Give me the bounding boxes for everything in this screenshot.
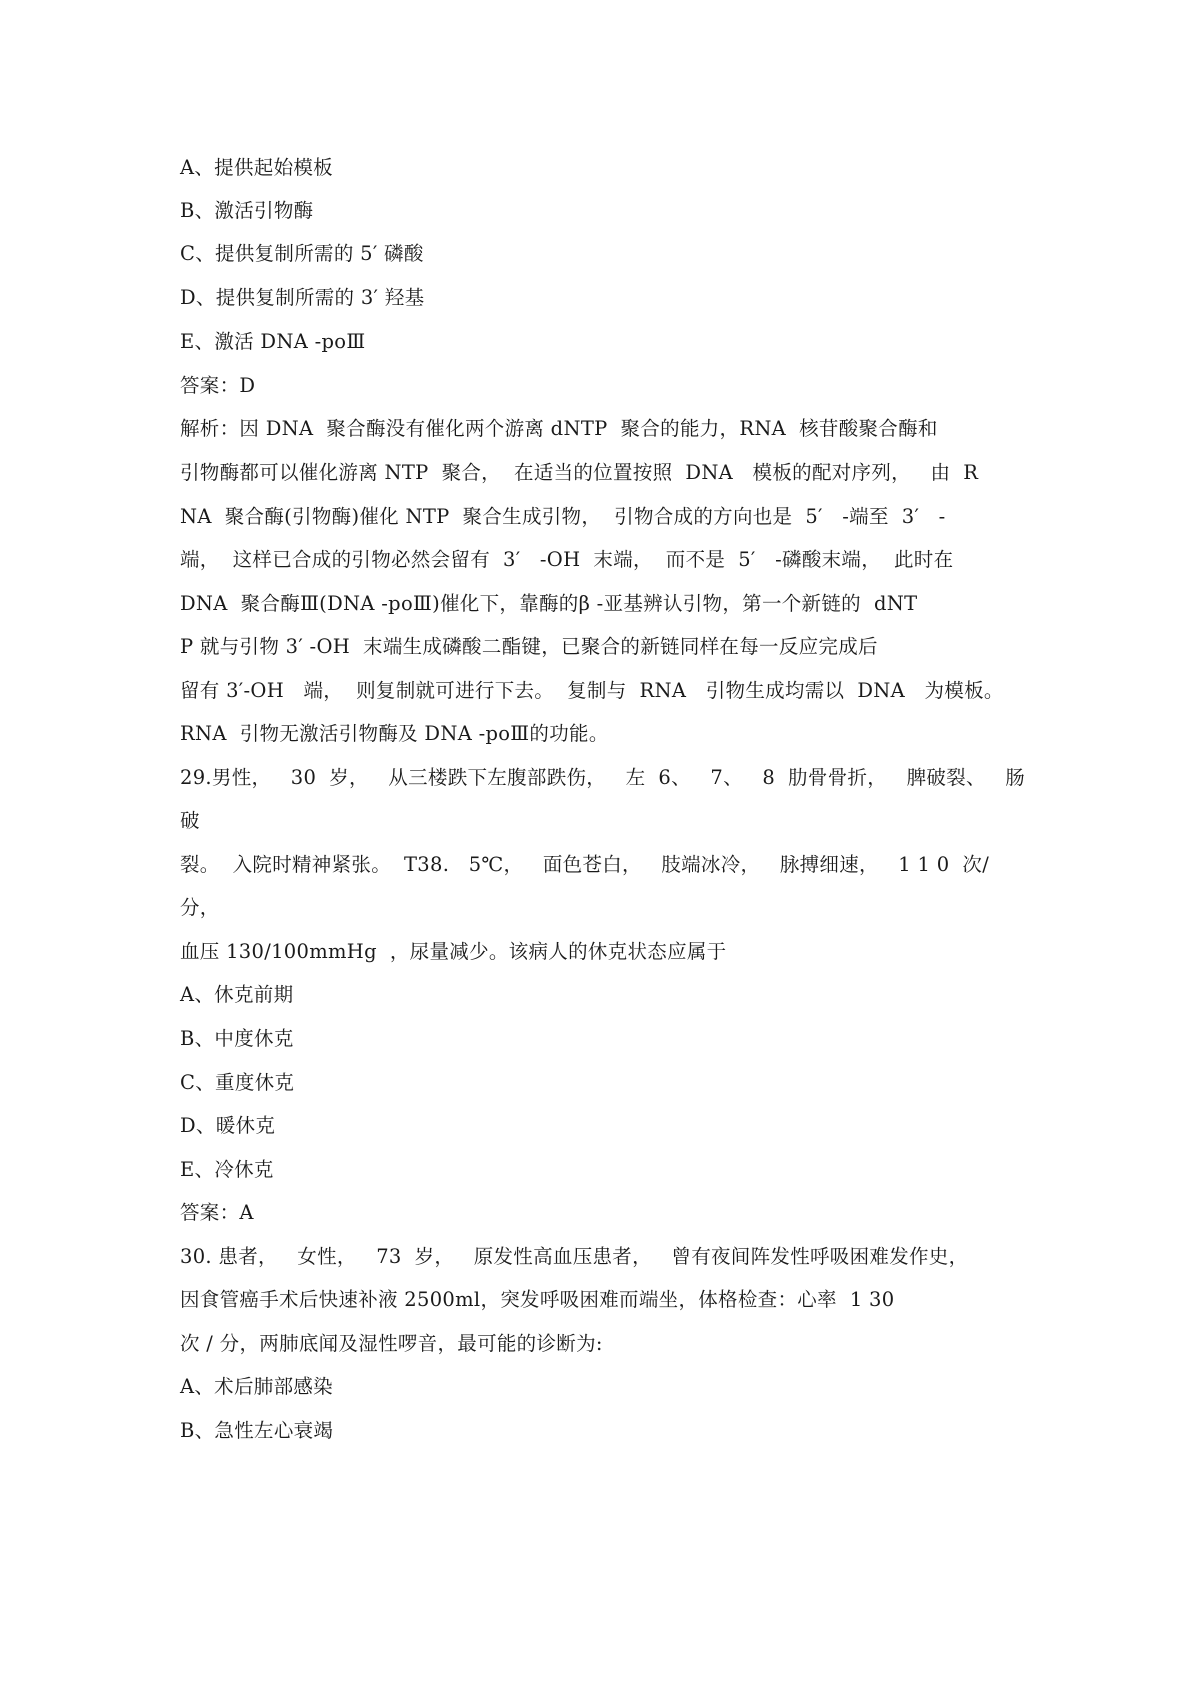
- option-line: A、术后肺部感染: [180, 1375, 333, 1398]
- option-line: B、中度休克: [180, 1027, 294, 1050]
- question-line: 次 / 分，两肺底闻及湿性啰音，最可能的诊断为:: [180, 1332, 603, 1355]
- explanation-line: 留有 3′-OH 端， 则复制就可进行下去。 复制与 RNA 引物生成均需以 DNA 为模板。: [180, 679, 1004, 702]
- option-line: A、提供起始模板: [180, 156, 333, 179]
- option-line: A、休克前期: [180, 983, 294, 1006]
- explanation-line: DNA 聚合酶Ⅲ(DNA -poⅢ)催化下，靠酶的β -亚基辨认引物，第一个新链的 dNT: [180, 592, 918, 615]
- question-line: 因食管癌手术后快速补液 2500ml，突发呼吸困难而端坐，体格检查：心率 1 30: [180, 1288, 895, 1311]
- explanation-line: RNA 引物无激活引物酶及 DNA -poⅢ的功能。: [180, 722, 609, 745]
- explanation-line: 解析：因 DNA 聚合酶没有催化两个游离 dNTP 聚合的能力，RNA 核苷酸聚合酶和: [180, 417, 938, 440]
- answer-line: 答案：A: [180, 1201, 254, 1224]
- explanation-line: NA 聚合酶(引物酶)催化 NTP 聚合生成引物， 引物合成的方向也是 5′ -端至 3′ -: [180, 505, 946, 528]
- question-line: 血压 130/100mmHg ，尿量减少。该病人的休克状态应属于: [180, 940, 727, 963]
- explanation-line: P 就与引物 3′ -OH 末端生成磷酸二酯键，已聚合的新链同样在每一反应完成后: [180, 635, 878, 658]
- question-line: 分，: [180, 896, 220, 919]
- option-line: E、激活 DNA -poⅢ: [180, 330, 366, 353]
- answer-line: 答案：D: [180, 374, 256, 397]
- option-line: C、重度休克: [180, 1071, 295, 1094]
- question-line: 30. 患者， 女性， 73 岁， 原发性高血压患者， 曾有夜间阵发性呼吸困难发作史，: [180, 1245, 969, 1268]
- explanation-line: 引物酶都可以催化游离 NTP 聚合， 在适当的位置按照 DNA 模板的配对序列， 由 R: [180, 461, 979, 484]
- explanation-line: 端， 这样已合成的引物必然会留有 3′ -OH 末端， 而不是 5′ -磷酸末端， 此时在: [180, 548, 954, 571]
- option-line: D、提供复制所需的 3′ 羟基: [180, 286, 425, 309]
- option-line: E、冷休克: [180, 1158, 274, 1181]
- option-line: B、急性左心衰竭: [180, 1419, 334, 1442]
- option-line: B、激活引物酶: [180, 199, 314, 222]
- question-line: 29.男性， 30 岁， 从三楼跌下左腹部跌伤， 左 6、 7、 8 肋骨骨折， 脾破裂、 肠: [180, 766, 1026, 789]
- option-line: C、提供复制所需的 5′ 磷酸: [180, 242, 424, 265]
- question-line: 裂。 入院时精神紧张。 T38. 5℃， 面色苍白， 肢端冰冷， 脉搏细速， 1 1 0 次/: [180, 853, 990, 876]
- question-line: 破: [180, 809, 200, 832]
- option-line: D、暖休克: [180, 1114, 276, 1137]
